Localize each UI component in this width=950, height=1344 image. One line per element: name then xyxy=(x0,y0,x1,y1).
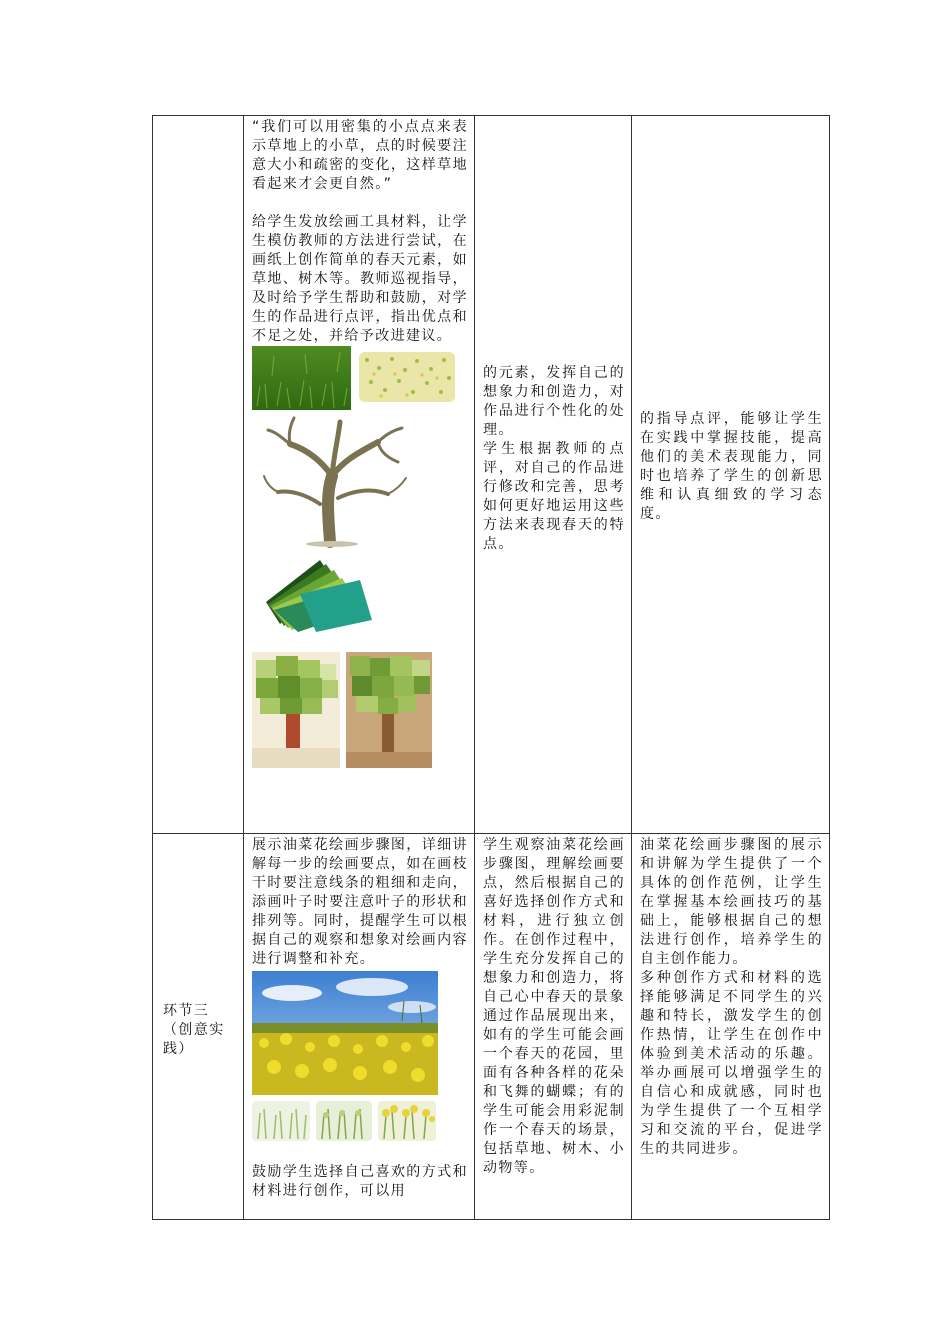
dotted-grass-drawing xyxy=(357,350,457,404)
table-row xyxy=(153,834,830,1220)
table-row xyxy=(153,116,830,834)
rapeseed-step-3 xyxy=(378,1101,436,1141)
rapeseed-step-2 xyxy=(316,1101,372,1141)
rapeseed-field-photo xyxy=(252,971,438,1095)
student-creation-text: 学生观察油菜花绘画步骤图，理解绘画要点，然后根据自己的喜好选择创作方式和材料，进行独立创作。在创作过程中，学生充分发挥自己的想象力和创造力，将自己心中春天的景象通过作品展现出来，如有的学生可能会画一个春天的花园，里面有各种各样的花朵和飞舞的蝴蝶；有的学生可能会用彩泥制作一个春天的场景，包括草地、树木、小动物等。 xyxy=(483,837,625,1176)
lesson-plan-table xyxy=(152,115,830,1220)
grass-photo xyxy=(252,346,351,410)
green-paper-swatches xyxy=(260,554,376,632)
student-activity-cell xyxy=(475,834,632,1220)
design-intent-text: 的指导点评，能够让学生在实践中掌握技能，提高他们的美术表现能力，同时也培养了学生的创新思维和认真细致的学习态度。 xyxy=(640,411,823,522)
intent-p1: 油菜花绘画步骤图的展示和讲解为学生提供了一个具体的创作范例，让学生在掌握基本绘画技巧的基础上，能够根据自己的想法进行创作，培养学生的自主创作能力。 xyxy=(640,837,823,967)
steps-explanation: 展示油菜花绘画步骤图，详细讲解每一步的绘画要点，如在画枝干时要注意线条的粗细和走向，添画叶子时要注意叶子的形状和排列等。同时，提醒学生可以根据自己的观察和想象对绘画内容进行调整和补充。 xyxy=(252,837,468,967)
practice-instructions: 给学生发放绘画工具材料，让学生模仿教师的方法进行尝试，在画纸上创作简单的春天元素，如草地、树木等。教师巡视指导，及时给予学生帮助和鼓励，对学生的作品进行点评，指出优点和不足之处，并给予改进建议。 xyxy=(252,214,468,344)
design-intent-cell xyxy=(632,834,830,1220)
stage-cell xyxy=(153,834,244,1220)
stage-cell xyxy=(153,116,244,834)
intent-p2: 多种创作方式和材料的选择能够满足不同学生的兴趣和特长，激发学生的创作热情，让学生在创作中体验到美术活动的乐趣。举办画展可以增强学生的自信心和成就感，同时也为学生提供了一个互相学习和交流的平台，促进学生的共同进步。 xyxy=(640,970,823,1157)
design-intent-cell xyxy=(632,116,830,834)
teacher-activity-cell xyxy=(244,116,475,834)
teacher-activity-cell xyxy=(244,834,475,1220)
student-p2: 学生根据教师的点评，对自己的作品进行修改和完善，思考如何更好地运用这些方法来表现春天的特点。 xyxy=(483,441,625,552)
tree-drawing xyxy=(260,414,410,548)
encourage-text: 鼓励学生选择自己喜欢的方式和材料进行创作，可以用 xyxy=(252,1164,468,1199)
pixel-tree-image-left xyxy=(252,652,340,768)
student-p1: 的元素，发挥自己的想象力和创造力，对作品进行个性化的处理。 xyxy=(483,365,625,438)
pixel-tree-image-right xyxy=(346,652,432,768)
teacher-quote: “我们可以用密集的小点点来表示草地上的小草，点的时候要注意大小和疏密的变化，这样草地看起来才会更自然。” xyxy=(252,119,468,192)
student-activity-cell xyxy=(475,116,632,834)
stage-label: 环节三（创意实践） xyxy=(163,1003,225,1057)
rapeseed-step-1 xyxy=(252,1101,310,1141)
